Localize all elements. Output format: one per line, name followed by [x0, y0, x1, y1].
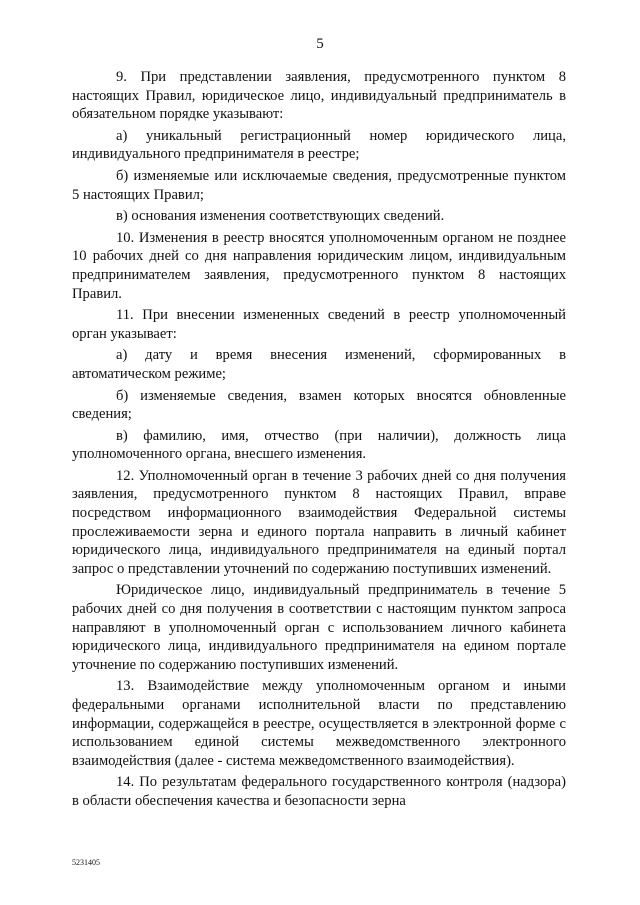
paragraph-11b: б) изменяемые сведения, взамен которых вносятся обновленные сведения; [72, 387, 566, 423]
paragraph-9v: в) основания изменения соответствующих сведений. [116, 208, 445, 225]
paragraph-9: 9. При представлении заявления, предусмотренного пунктом 8 настоящих Правил, юридическое лицо, индивидуальный предприниматель в обязательном порядке указывают: [72, 69, 566, 123]
paragraph-12: 12. Уполномоченный орган в течение 3 рабочих дней со дня получения заявления, предусмотренного пунктом 8 настоящих Правил, вправе посредством информационного взаимодействия Федеральной системы прослеживаемости зерна и единого портала направить в личный кабинет юридического лица, индивидуального предпринимателя на единый портал запрос о представлении уточнений по содержанию поступивших изменений. [72, 467, 566, 577]
document-code: 5231405 [72, 858, 100, 867]
page-number: 5 [316, 36, 324, 52]
paragraph-10: 10. Изменения в реестр вносятся уполномоченным органом не позднее 10 рабочих дней со дня направления юридическим лицом, индивидуальным предпринимателем заявления, предусмотренного пунктом 8 настоящих Правил. [72, 229, 566, 302]
paragraph-14: 14. По результатам федерального государственного контроля (надзора) в области обеспечения качества и безопасности зерна [72, 774, 566, 809]
document-body [72, 68, 566, 814]
paragraph-11v: в) фамилию, имя, отчество (при наличии), должность лица уполномоченного органа, внесшего изменения. [72, 427, 566, 463]
paragraph-11: 11. При внесении измененных сведений в реестр уполномоченный орган указывает: [72, 307, 566, 342]
paragraph-9a: а) уникальный регистрационный номер юридического лица, индивидуального предпринимателя в реестре; [72, 127, 566, 163]
paragraph-12-cont: Юридическое лицо, индивидуальный предприниматель в течение 5 рабочих дней со дня получения в соответствии с настоящим пунктом запроса направляют в уполномоченный орган с использованием личного кабинета юридического лица, индивидуального предпринимателя на едином портале уточнение по содержанию поступивших изменений. [72, 582, 566, 673]
paragraph-9b: б) изменяемые или исключаемые сведения, предусмотренные пунктом 5 настоящих Правил; [72, 167, 566, 203]
paragraph-13: 13. Взаимодействие между уполномоченным органом и иными федеральными органами исполнительной власти по представлению информации, содержащейся в реестре, осуществляется в электронной форме с использованием единой системы межведомственного электронного взаимодействия (далее - система межведомственного взаимодействия). [72, 678, 566, 769]
paragraph-11a: а) дату и время внесения изменений, сформированных в автоматическом режиме; [72, 347, 566, 382]
